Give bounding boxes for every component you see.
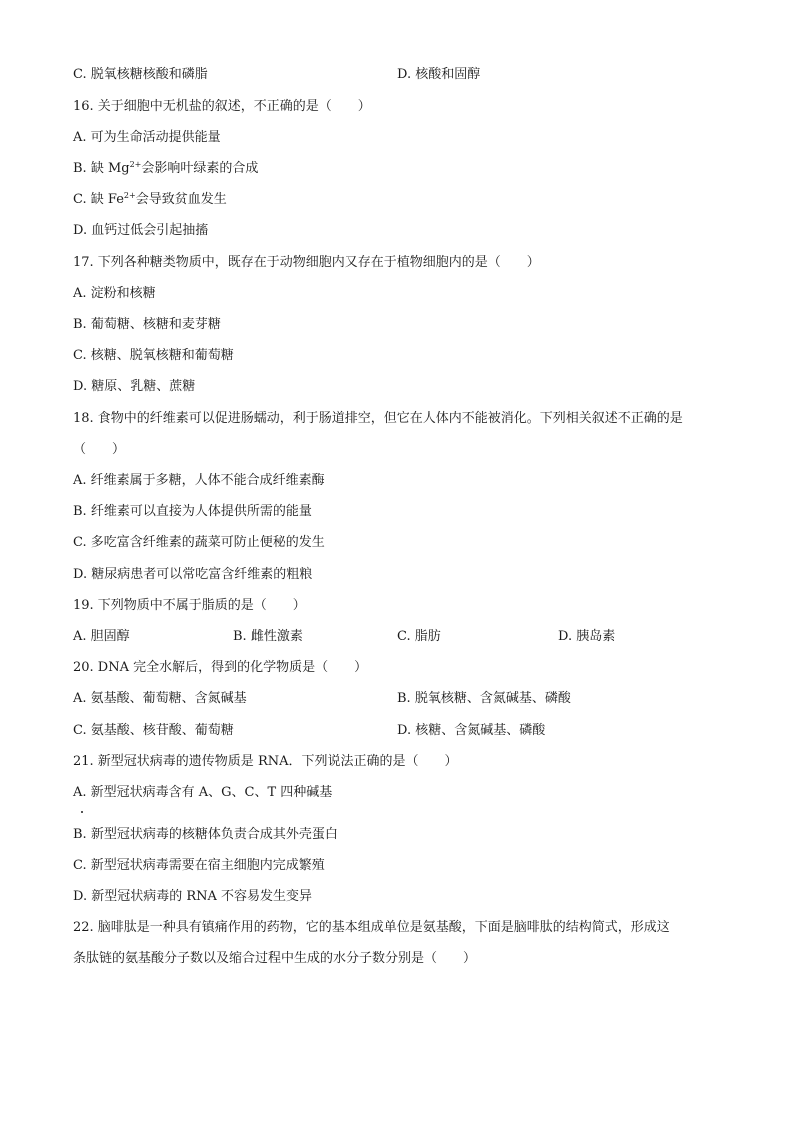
q19-option-c: C. 脂肪 (397, 629, 441, 644)
q18-option-d: D. 糖尿病患者可以常吃富含纤维素的粗粮 (73, 567, 313, 582)
q16-option-b-post: 会影响叶绿素的合成 (141, 161, 259, 176)
stray-dot-mark (81, 811, 83, 813)
q19-option-b: B. 雌性激素 (233, 629, 303, 644)
q20-option-d: D. 核糖、含氮碱基、磷酸 (397, 723, 546, 738)
q17-option-a: A. 淀粉和核糖 (73, 286, 156, 301)
q16-option-d: D. 血钙过低会引起抽搐 (73, 223, 209, 238)
q16-option-b-sup: 2+ (129, 160, 142, 169)
q20-option-a: A. 氨基酸、葡萄糖、含氮碱基 (73, 691, 247, 706)
q22-stem: 22. 脑啡肽是一种具有镇痛作用的药物，它的基本组成单位是氨基酸，下面是脑啡肽的结构简式，形成这 (73, 920, 670, 935)
q19-option-a: A. 胆固醇 (73, 629, 130, 644)
q16-option-b-pre: B. 缺 Mg (73, 161, 130, 176)
q16-option-a: A. 可为生命活动提供能量 (73, 130, 221, 145)
q19-stem: 19. 下列物质中不属于脂质的是（ ） (73, 598, 306, 613)
q17-option-b: B. 葡萄糖、核糖和麦芽糖 (73, 317, 221, 332)
q16-option-b (73, 160, 258, 178)
q18-stem-continued: （ ） (73, 442, 126, 457)
q21-option-c: C. 新型冠状病毒需要在宿主细胞内完成繁殖 (73, 858, 325, 873)
q18-option-c: C. 多吃富含纤维素的蔬菜可防止便秘的发生 (73, 535, 325, 550)
q20-stem: 20. DNA 完全水解后，得到的化学物质是（ ） (73, 660, 368, 675)
q17-stem: 17. 下列各种糖类物质中，既存在于动物细胞内又存在于植物细胞内的是（ ） (73, 255, 540, 270)
q15-option-d: D. 核酸和固醇 (397, 67, 481, 82)
q19-option-d: D. 胰岛素 (558, 629, 616, 644)
q21-option-b: B. 新型冠状病毒的核糖体负责合成其外壳蛋白 (73, 827, 338, 842)
q21-option-d: D. 新型冠状病毒的 RNA 不容易发生变异 (73, 889, 313, 904)
q18-stem: 18. 食物中的纤维素可以促进肠蠕动，利于肠道排空，但它在人体内不能被消化。下列相关叙述不正确的是 (73, 411, 683, 426)
q20-option-b: B. 脱氧核糖、含氮碱基、磷酸 (397, 691, 571, 706)
q17-option-c: C. 核糖、脱氧核糖和葡萄糖 (73, 348, 234, 363)
q18-option-b: B. 纤维素可以直接为人体提供所需的能量 (73, 504, 312, 519)
q22-stem-continued: 条肽链的氨基酸分子数以及缩合过程中生成的水分子数分别是（ ） (73, 951, 477, 966)
q21-option-a: A. 新型冠状病毒含有 A、G、C、T 四种碱基 (73, 785, 333, 800)
q16-option-c-sup: 2+ (123, 191, 136, 200)
q16-option-c-post: 会导致贫血发生 (135, 192, 227, 207)
q16-stem: 16. 关于细胞中无机盐的叙述，不正确的是（ ） (73, 99, 371, 114)
q18-option-a: A. 纤维素属于多糖，人体不能合成纤维素酶 (73, 473, 325, 488)
q21-stem: 21. 新型冠状病毒的遗传物质是 RNA．下列说法正确的是（ ） (73, 754, 458, 769)
q17-option-d: D. 糖原、乳糖、蔗糖 (73, 379, 196, 394)
q16-option-c-pre: C. 缺 Fe (73, 192, 124, 207)
q16-option-c (73, 191, 227, 209)
q15-option-c: C. 脱氧核糖核酸和磷脂 (73, 67, 208, 82)
q20-option-c: C. 氨基酸、核苷酸、葡萄糖 (73, 723, 234, 738)
